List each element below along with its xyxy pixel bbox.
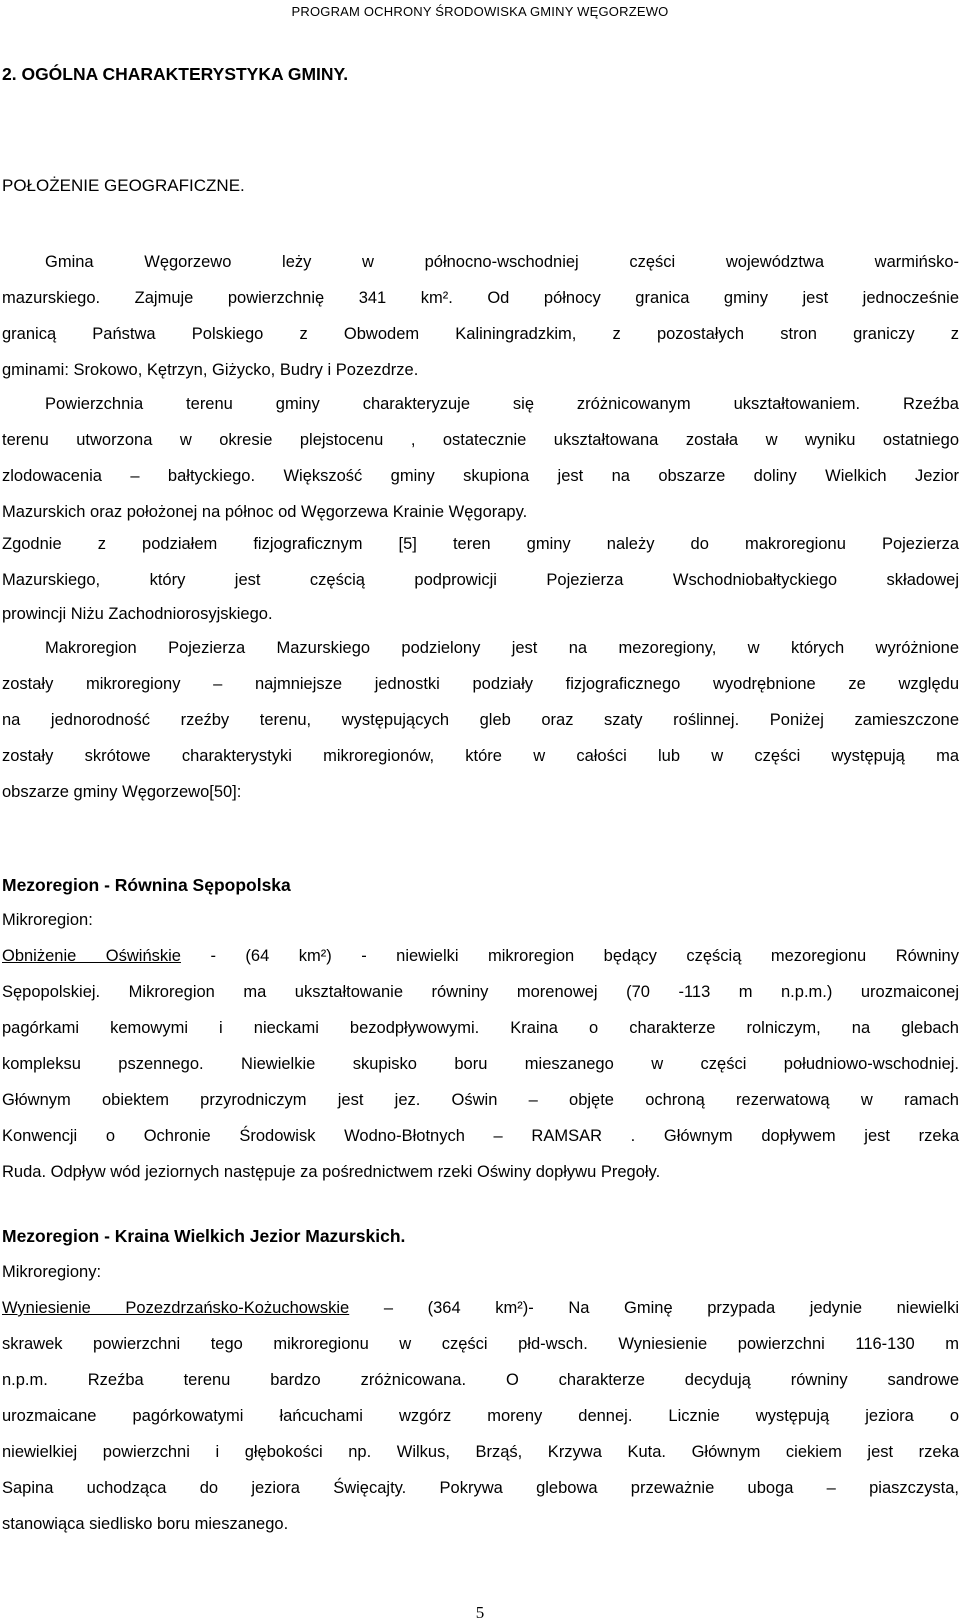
macro-line-last: obszarze gminy Węgorzewo[50]: [2,783,242,801]
meso2-first-rest: – (364 km²)- Na Gminę przypada jedynie niewielki [349,1299,959,1317]
page-header: PROGRAM OCHRONY ŚRODOWISKA GMINY WĘGORZEWO [291,4,669,19]
meso1-title: Mezoregion - Równina Sępopolska [2,875,291,895]
relief-line: zlodowacenia – bałtyckiego. Większość gminy skupiona jest na obszarze doliny Wielkich Jezior [2,467,959,485]
meso2-first-line [2,1290,959,1326]
meso1-first-line [2,938,959,974]
meso2-line: skrawek powierzchni tego mikroregionu w części płd-wsch. Wyniesienie powierzchni 116-130 m [2,1335,959,1353]
intro-line: granicą Państwa Polskiego z Obwodem Kaliningradzkim, z pozostałych stron graniczy z [2,325,959,343]
meso1-line: pagórkami kemowymi i nieckami bezodpływowymi. Kraina o charakterze rolniczym, na glebach [2,1019,959,1037]
relief-line: terenu utworzona w okresie plejstocenu , ostatecznie ukształtowana została w wyniku ostatniego [2,431,959,449]
page-number: 5 [475,1603,485,1622]
meso1-micro-label: Mikroregion: [2,911,93,929]
relief-line-last: Mazurskich oraz położonej na północ od Węgorzewa Krainie Węgorapy. [2,503,528,521]
meso1-line: kompleksu pszennego. Niewielkie skupisko boru mieszanego w części południowo-wschodniej. [2,1055,959,1073]
macro-line: zostały skrótowe charakterystyki mikroregionów, które w całości lub w części występują ma [2,747,959,765]
meso1-line-last: Ruda. Odpływ wód jeziornych następuje za pośrednictwem rzeki Oświny dopływu Pregoły. [2,1163,661,1181]
meso2-paragraph [2,1290,959,1506]
macro-line: zostały mikroregiony – najmniejsze jednostki podziały fizjograficznego wyodrębnione ze względu [2,675,959,693]
macro-paragraph [2,630,959,774]
meso2-micro-label: Mikroregiony: [2,1263,102,1281]
intro-line: mazurskiego. Zajmuje powierzchnię 341 km². Od północy granica gminy jest jednocześnie [2,289,959,307]
division-paragraph [2,526,959,598]
meso1-line: Konwencji o Ochronie Środowisk Wodno-Błotnych – RAMSAR . Głównym dopływem jest rzeka [2,1127,959,1145]
intro-line: Gmina Węgorzewo leży w północno-wschodniej części województwa warmińsko- [45,253,959,271]
relief-line: Powierzchnia terenu gminy charakteryzuje się zróżnicowanym ukształtowaniem. Rzeźba [45,395,959,413]
division-line: Zgodnie z podziałem fizjograficznym [5] teren gminy należy do makroregionu Pojezierza [2,535,959,553]
meso2-line: n.p.m. Rzeźba terenu bardzo zróżnicowana. O charakterze decydują równiny sandrowe [2,1371,959,1389]
macro-line: Makroregion Pojezierza Mazurskiego podzielony jest na mezoregiony, w których wyróżnione [45,639,959,657]
macro-line: na jednorodność rzeźby terenu, występujących gleb oraz szaty roślinnej. Poniżej zamieszczone [2,711,959,729]
section-title: 2. OGÓLNA CHARAKTERYSTYKA GMINY. [2,64,349,84]
meso2-microregion-name: Wyniesienie Pozezdrzańsko-Kożuchowskie [2,1299,350,1317]
meso2-line: urozmaicane pagórkowatymi łańcuchami wzgórz moreny dennej. Licznie występują jeziora o [2,1407,959,1425]
relief-paragraph [2,386,959,494]
division-line-last: prowincji Niżu Zachodniorosyjskiego. [2,605,273,623]
meso1-paragraph [2,938,959,1154]
meso2-title: Mezoregion - Kraina Wielkich Jezior Mazurskich. [2,1226,406,1246]
intro-line-last: gminami: Srokowo, Kętrzyn, Giżycko, Budry i Pozezdrze. [2,361,419,379]
meso1-line: Sępopolskiej. Mikroregion ma ukształtowanie równiny morenowej (70 -113 m n.p.m.) urozmaiconej [2,983,959,1001]
division-line: Mazurskiego, który jest częścią podprowicji Pojezierza Wschodniobałtyckiego składowej [2,571,959,589]
meso2-line: niewielkiej powierzchni i głębokości np. Wilkus, Brząś, Krzywa Kuta. Głównym ciekiem jest rzeka [2,1443,959,1461]
subsection-title: POŁOŻENIE GEOGRAFICZNE. [2,176,245,195]
intro-paragraph [2,244,959,352]
meso2-line: Sapina uchodząca do jeziora Święcajty. Pokrywa glebowa przeważnie uboga – piaszczysta, [2,1479,959,1497]
meso2-line-last: stanowiąca siedlisko boru mieszanego. [2,1515,289,1533]
meso1-line: Głównym obiektem przyrodniczym jest jez. Oświn – objęte ochroną rezerwatową w ramach [2,1091,959,1109]
meso1-first-rest: - (64 km²) - niewielki mikroregion będący częścią mezoregionu Równiny [180,947,959,965]
meso1-microregion-name: Obniżenie Oświńskie [2,947,181,965]
